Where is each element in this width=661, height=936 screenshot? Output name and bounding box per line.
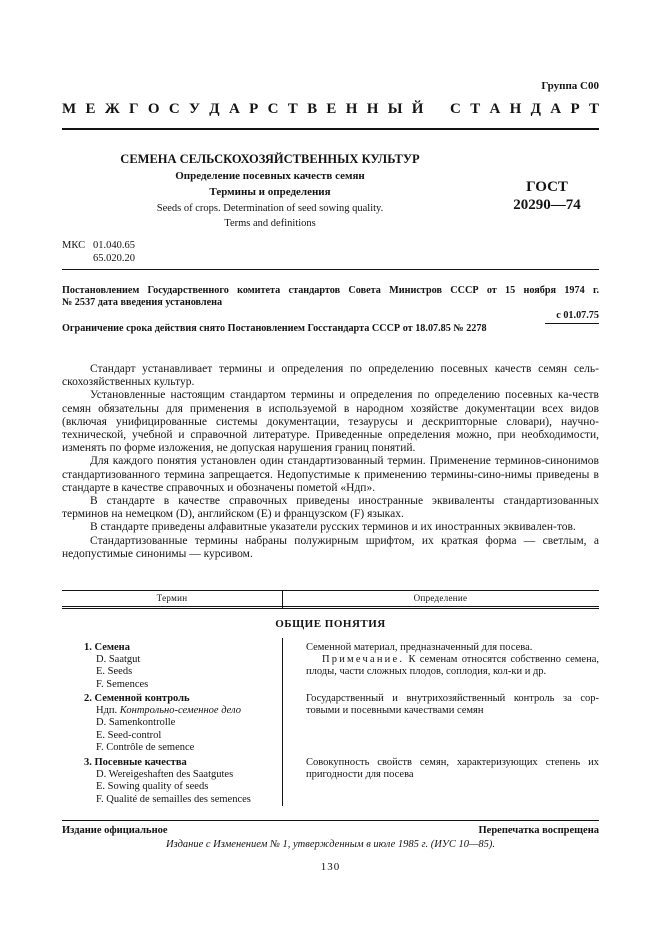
- gost-label: ГОСТ: [526, 179, 568, 195]
- section-heading: ОБЩИЕ ПОНЯТИЯ: [275, 618, 386, 630]
- banner-letter: Д: [209, 101, 220, 117]
- banner-letter: Т: [588, 101, 599, 117]
- mks-code-2: 65.020.20: [93, 253, 135, 264]
- term-fr: F. Qualité de semailles des semences: [96, 793, 251, 805]
- banner-letter: Г: [128, 101, 139, 117]
- paragraph-5: В стандарте приведены алфавитные указатели русских терминов и их иностранных эквивален-тов.: [90, 521, 576, 534]
- column-header-definition: Определение: [413, 593, 468, 603]
- banner-letter: Й: [411, 101, 424, 117]
- banner-rule: [62, 128, 599, 130]
- banner-letter: С: [450, 101, 461, 117]
- note-text: К семенам относятся собственно семена, плоды, части сложных плодов, соплодия, кол-ки и др.: [306, 654, 599, 678]
- english-subtitle: Terms and definitions: [224, 218, 316, 229]
- banner-letter: Ы: [387, 101, 403, 117]
- page-number: 130: [320, 861, 341, 873]
- amendment-note: Издание с Изменением № 1, утвержденным в июле 1985 г. (ИУС 10—85).: [166, 839, 495, 850]
- group-code: Группа С00: [541, 80, 599, 92]
- banner-letter: А: [489, 101, 501, 117]
- english-title: Seeds of crops. Determination of seed sowing quality.: [156, 203, 384, 214]
- definition-row-1: [306, 642, 599, 679]
- gost-number: 20290—74: [513, 197, 581, 213]
- banner-letter: Ж: [104, 101, 120, 117]
- official-edition: Издание официальное: [62, 825, 168, 836]
- banner-letter: Д: [530, 101, 541, 117]
- term-en: E. Seed-control: [96, 729, 162, 741]
- term-fr: F. Semences: [96, 678, 149, 690]
- term-row-2: [84, 693, 241, 754]
- term-name: 3. Посевные качества: [84, 757, 187, 768]
- banner-letter: Н: [509, 101, 522, 117]
- definition-row-2: Государственный и внутрихозяйственный контроль за сор-товыми и посевными качествами семян: [306, 693, 599, 717]
- footer-rule: [62, 820, 599, 821]
- term-ndp: [84, 705, 241, 717]
- mks-code-1: 01.040.65: [93, 240, 135, 251]
- decree-line-1: Постановлением Государственного комитета стандартов Совета Министров СССР от 15 ноября 1974 г.: [62, 285, 599, 296]
- ndp-term: Контрольно-семенное дело: [119, 705, 241, 717]
- ndp-label: Ндп.: [96, 705, 118, 717]
- banner-letter: В: [307, 101, 318, 117]
- term-row-1: [84, 642, 148, 691]
- banner-gap: [433, 101, 441, 121]
- banner-letter: Т: [470, 101, 481, 117]
- standard-banner: [62, 101, 599, 121]
- definition-row-3: Совокупность свойств семян, характеризующих степень их пригодности для посева: [306, 757, 599, 781]
- body-text: [62, 363, 599, 561]
- document-subtitle-terms: Термины и определения: [209, 186, 331, 198]
- note-label: Примечание.: [322, 654, 405, 666]
- table-top-rule: [62, 590, 599, 591]
- paragraph-4: В стандарте в качестве справочных приведены иностранные эквиваленты стандартизованных терминов на немецком (D), английском (E) и французском (F) языках.: [62, 495, 599, 521]
- term-row-3: [84, 757, 251, 806]
- document-subtitle: Определение посевных качеств семян: [175, 170, 365, 182]
- paragraph-1: Стандарт устанавливает термины и определения по определению посевных качеств семян сель-скохозяйственных культур.: [62, 363, 599, 389]
- term-name: 2. Семенной контроль: [84, 693, 190, 704]
- term-name: 1. Семена: [84, 642, 130, 653]
- banner-letter: О: [147, 101, 160, 117]
- banner-letter: М: [62, 101, 77, 117]
- term-en: E. Seeds: [96, 666, 133, 678]
- paragraph-2: Установленные настоящим стандартом термины и определения по определению посевных ка-честв семян обязательны для применения в используемой в народном хозяйстве документации всех видов (включая унифицированные системы документации, тезаурусы и дескрипторные словари), научно-технической, учебной и справочной литературе. Приведенные определения можно, при необходимости, изменять по форме изложения, не допуская нарушения границ понятий.: [62, 389, 599, 455]
- header-rule: [62, 269, 599, 270]
- decree-line-2: № 2537 дата введения установлена: [62, 297, 223, 308]
- definition-note: [306, 654, 599, 678]
- banner-letter: Е: [85, 101, 96, 117]
- banner-letter: Р: [249, 101, 259, 117]
- banner-letter: Е: [326, 101, 337, 117]
- banner-letter: А: [228, 101, 240, 117]
- term-fr: F. Contrôle de semence: [96, 741, 195, 753]
- banner-letter: А: [550, 101, 562, 117]
- banner-letter: С: [267, 101, 279, 117]
- reprint-prohibited: Перепечатка воспрещена: [478, 825, 599, 836]
- banner-letter: У: [188, 101, 200, 117]
- document-title: СЕМЕНА СЕЛЬСКОХОЗЯЙСТВЕННЫХ КУЛЬТУР: [120, 152, 420, 166]
- column-header-term: Термин: [156, 593, 188, 603]
- table-header-rule-double: [62, 608, 599, 609]
- definition-text: Семенной материал, предназначенный для посева.: [306, 642, 533, 653]
- paragraph-3: Для каждого понятия установлен один стандартизованный термин. Применение терминов-синонимов стандартизованного термина запрещается. Недопустимые к применению термины-сино-нимы приведены в стандарте в качестве справочных и обозначены пометой «Ндп».: [62, 455, 599, 494]
- banner-letter: Т: [287, 101, 298, 117]
- banner-letter: Н: [345, 101, 358, 117]
- banner-letter: Н: [366, 101, 379, 117]
- table-column-divider: [282, 638, 283, 806]
- banner-letter: С: [168, 101, 180, 117]
- term-en: E. Sowing quality of seeds: [96, 781, 209, 793]
- table-header-rule: [62, 606, 599, 607]
- restriction-note: Ограничение срока действия снято Постановлением Госстандарта СССР от 18.07.85 № 2278: [62, 323, 487, 334]
- introduction-date: с 01.07.75: [556, 310, 599, 321]
- term-de: D. Saatgut: [96, 654, 141, 666]
- paragraph-6: Стандартизованные термины набраны полужирным шрифтом, их краткая форма — светлым, а недопустимые синонимы — курсивом.: [62, 534, 599, 560]
- table-header-divider: [282, 590, 283, 609]
- term-de: D. Wereigeshaften des Saatgutes: [96, 769, 234, 781]
- banner-letter: Р: [570, 101, 580, 117]
- date-underline: [545, 323, 599, 324]
- mks-label: МКС: [62, 240, 86, 251]
- term-de: D. Samenkontrolle: [96, 717, 176, 729]
